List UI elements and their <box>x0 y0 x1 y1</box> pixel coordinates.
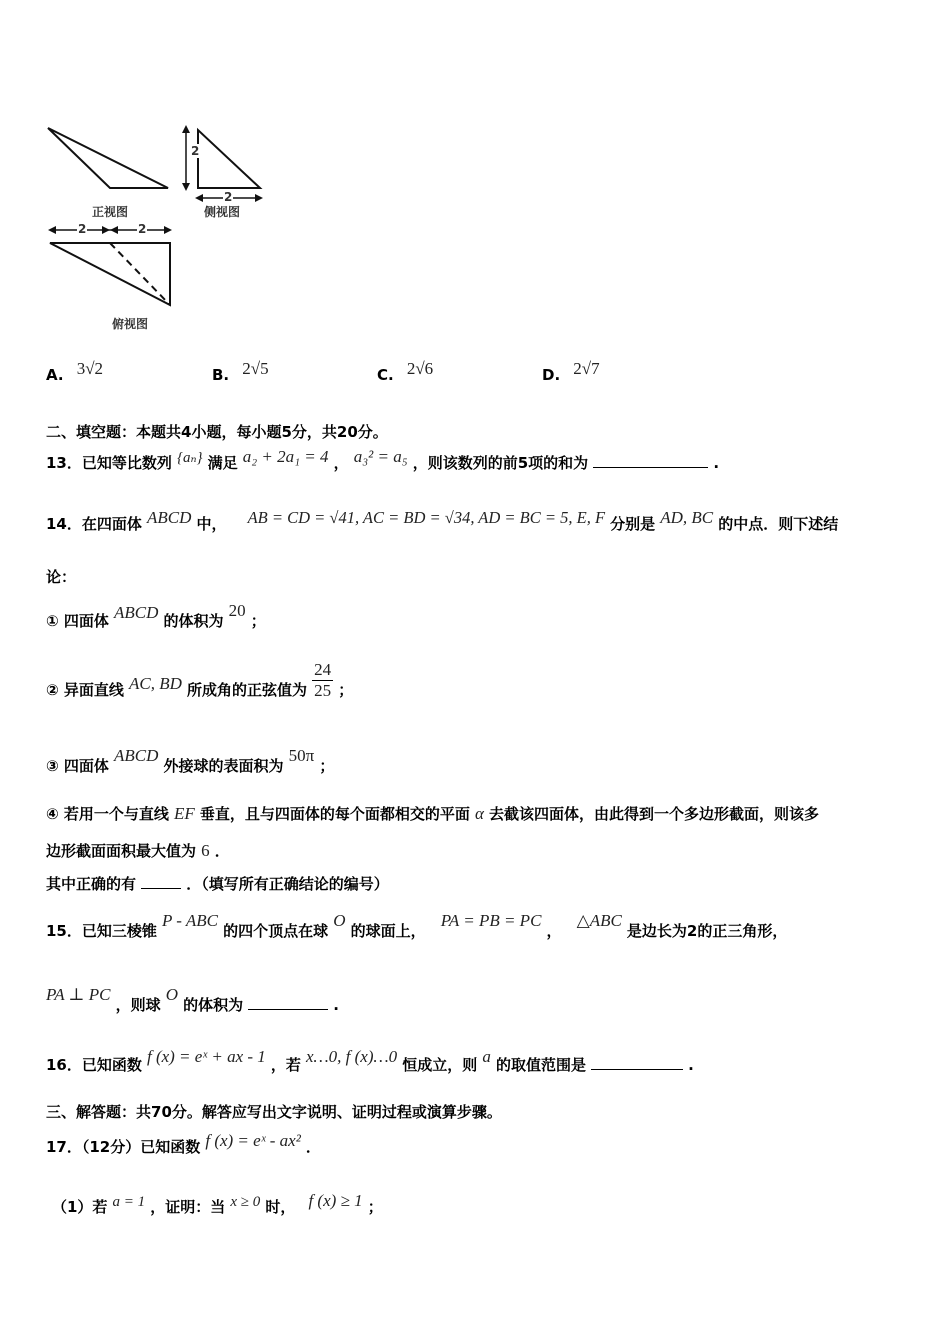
option-letter: B. <box>212 366 230 384</box>
option-a <box>46 359 104 385</box>
section-2-title: 二、填空题：本题共4小题，每小题5分，共20分。 <box>46 423 388 441</box>
q15-pyramid: P - ABC <box>161 911 219 930</box>
q13-suffix: ，则该数列的前5项的和为 <box>412 454 589 472</box>
q17-p1-end: ； <box>367 1198 383 1216</box>
option-letter: D. <box>542 366 561 384</box>
question-17-part-1 <box>52 1191 383 1217</box>
q14-statement-4 <box>46 803 819 824</box>
q14-s2-lines: AC, BD <box>129 674 182 693</box>
q14-s1-a: ① 四面体 <box>46 612 109 630</box>
option-b <box>212 359 269 385</box>
q14-line-2: 论： <box>46 568 77 586</box>
q14-prefix: 14．在四面体 <box>46 515 142 533</box>
q14-s3-end: ； <box>319 757 335 775</box>
option-c <box>377 359 434 385</box>
q15-sphere-2: O <box>165 985 178 1004</box>
q16-answer-blank[interactable] <box>591 1055 683 1070</box>
q14-s4-line: EF <box>174 804 195 823</box>
q17-p1-condition: a = 1 <box>112 1194 146 1210</box>
question-15-line-2 <box>46 985 339 1015</box>
q15-tail: 是边长为2的正三角形， <box>626 922 788 940</box>
q14-s2-numerator: 24 <box>314 660 332 679</box>
q14-s2-a: ② 异面直线 <box>46 681 124 699</box>
q14-s2-denominator: 25 <box>314 681 332 700</box>
q14-s2-fraction <box>312 660 333 701</box>
q14-s2-end: ； <box>338 681 354 699</box>
top-view-hidden-edge <box>110 243 170 305</box>
q14-tail-1: 分别是 <box>610 515 656 533</box>
q17-end: ． <box>305 1138 321 1156</box>
q13-condition-2: a₃² = a₅ <box>353 447 408 466</box>
q15-l2b: 的体积为 <box>183 996 244 1014</box>
option-d <box>542 359 600 385</box>
side-view-triangle <box>198 130 260 188</box>
q14-s1-name: ABCD <box>114 603 159 622</box>
q15-answer-blank[interactable] <box>248 995 328 1010</box>
q14-s3-a: ③ 四面体 <box>46 757 109 775</box>
q14-s4-c: 去截该四面体，由此得到一个多边形截面，则该多 <box>489 805 820 823</box>
q14-statement-1 <box>46 601 266 631</box>
q15-triangle: △ABC <box>576 911 622 930</box>
q13-condition-1: a₂ + 2a₁ = 4 <box>242 447 329 466</box>
q14-s3-name: ABCD <box>114 746 159 765</box>
option-letter: C. <box>377 366 394 384</box>
q17-p1-x: x ≥ 0 <box>230 1194 261 1210</box>
q13-end: . <box>713 454 720 472</box>
q15-prefix: 15．已知三棱锥 <box>46 922 157 940</box>
q16-a: a <box>482 1047 491 1066</box>
q14-s1-value: 20 <box>228 601 246 620</box>
q14-s4-value: 6 <box>201 841 210 860</box>
q14-mid: 中， <box>196 515 227 533</box>
q17-p1-b: ，证明：当 <box>150 1198 226 1216</box>
option-value: 2√6 <box>406 359 434 378</box>
q16-prefix: 16．已知函数 <box>46 1056 142 1074</box>
q16-function: f (x) = eˣ + ax - 1 <box>146 1047 266 1066</box>
question-13: 13．已知等比数列 {aₙ} 满足 a₂ + 2a₁ = 4 ， a₃² = a₅ ，则该数列的前5项的和为 . <box>46 447 720 472</box>
q14-tail-2: 的中点．则下述结 <box>718 515 839 533</box>
q14-s1-end: ； <box>250 612 266 630</box>
top-dim-left-label: 2 <box>78 222 87 236</box>
q14-s4-b: 垂直，且与四面体的每个面都相交的平面 <box>199 805 470 823</box>
q17-p1-c: 时， <box>265 1198 296 1216</box>
q15-equal-edges: PA = PB = PC <box>440 911 542 930</box>
front-view-triangle <box>48 128 168 188</box>
q14-s3-b: 外接球的表面积为 <box>163 757 284 775</box>
q16-tail-1: 恒成立，则 <box>402 1056 478 1074</box>
q14-statement-3 <box>46 746 335 776</box>
q14-ask-text: 其中正确的有 <box>46 875 137 893</box>
q13-answer-blank[interactable] <box>593 453 708 468</box>
question-16 <box>46 1047 694 1075</box>
q14-s4-alpha: α <box>475 804 484 823</box>
q14-s4-a: ④ 若用一个与直线 <box>46 805 169 823</box>
q14-s1-b: 的体积为 <box>163 612 224 630</box>
option-letter: A. <box>46 366 64 384</box>
top-view-label: 俯视图 <box>112 317 149 331</box>
option-value: 3√2 <box>76 359 104 378</box>
q14-midpoint-segments: AD, BC <box>660 508 714 527</box>
q13-sequence: {aₙ} <box>176 450 203 466</box>
question-15 <box>46 911 788 941</box>
q15-comma: ， <box>546 922 562 940</box>
q15-mid-2: 的球面上， <box>350 922 426 940</box>
side-width-label: 2 <box>224 190 233 204</box>
q13-prefix: 13．已知等比数列 <box>46 454 172 472</box>
q13-mid: 满足 <box>207 454 238 472</box>
q15-perpendicular: PA ⊥ PC <box>46 985 111 1004</box>
front-view-label: 正视图 <box>92 205 129 219</box>
q14-s4-d: 边形截面面积最大值为 <box>46 842 197 860</box>
three-view-figure <box>40 120 280 340</box>
question-14 <box>46 508 839 534</box>
q16-tail-2: 的取值范围是 <box>495 1056 586 1074</box>
q15-end: . <box>333 996 339 1014</box>
q15-sphere: O <box>333 911 346 930</box>
q14-conditions: AB = CD = √41, AC = BD = √34, AD = BC = 5, E, F <box>247 508 606 527</box>
option-value: 2√7 <box>573 359 600 378</box>
q17-function: f (x) = eˣ - ax² <box>205 1131 301 1150</box>
top-dim-right-label: 2 <box>138 222 147 236</box>
q15-l2a: ，则球 <box>115 996 161 1014</box>
q15-mid-1: 的四个顶点在球 <box>223 922 329 940</box>
top-view-triangle <box>50 243 170 305</box>
section-3-title: 三、解答题：共70分。解答应写出文字说明、证明过程或演算步骤。 <box>46 1103 502 1121</box>
option-value: 2√5 <box>242 359 269 378</box>
q17-p1-a: （1）若 <box>52 1198 108 1216</box>
q14-s2-b: 所成角的正弦值为 <box>187 681 308 699</box>
q14-s4-end: ． <box>214 842 230 860</box>
q14-ask-tail: ．（填写所有正确结论的编号） <box>186 875 389 893</box>
q14-statement-4-cont <box>46 840 230 861</box>
q14-ask <box>46 873 389 894</box>
q14-s3-value: 50π <box>288 746 315 765</box>
q14-answer-blank[interactable] <box>141 874 181 889</box>
q14-statement-2 <box>46 660 353 701</box>
side-height-label: 2 <box>191 144 200 158</box>
side-view-label: 侧视图 <box>204 205 241 219</box>
three-view-drawing <box>40 120 280 340</box>
q16-mid: ，若 <box>270 1056 301 1074</box>
q17-prefix: 17．（12分）已知函数 <box>46 1138 201 1156</box>
q16-end: . <box>688 1056 694 1074</box>
q16-condition: x…0, f (x)…0 <box>306 1047 398 1066</box>
q17-p1-inequality: f (x) ≥ 1 <box>308 1191 363 1210</box>
q14-tetrahedron: ABCD <box>146 508 192 527</box>
question-17 <box>46 1131 321 1157</box>
